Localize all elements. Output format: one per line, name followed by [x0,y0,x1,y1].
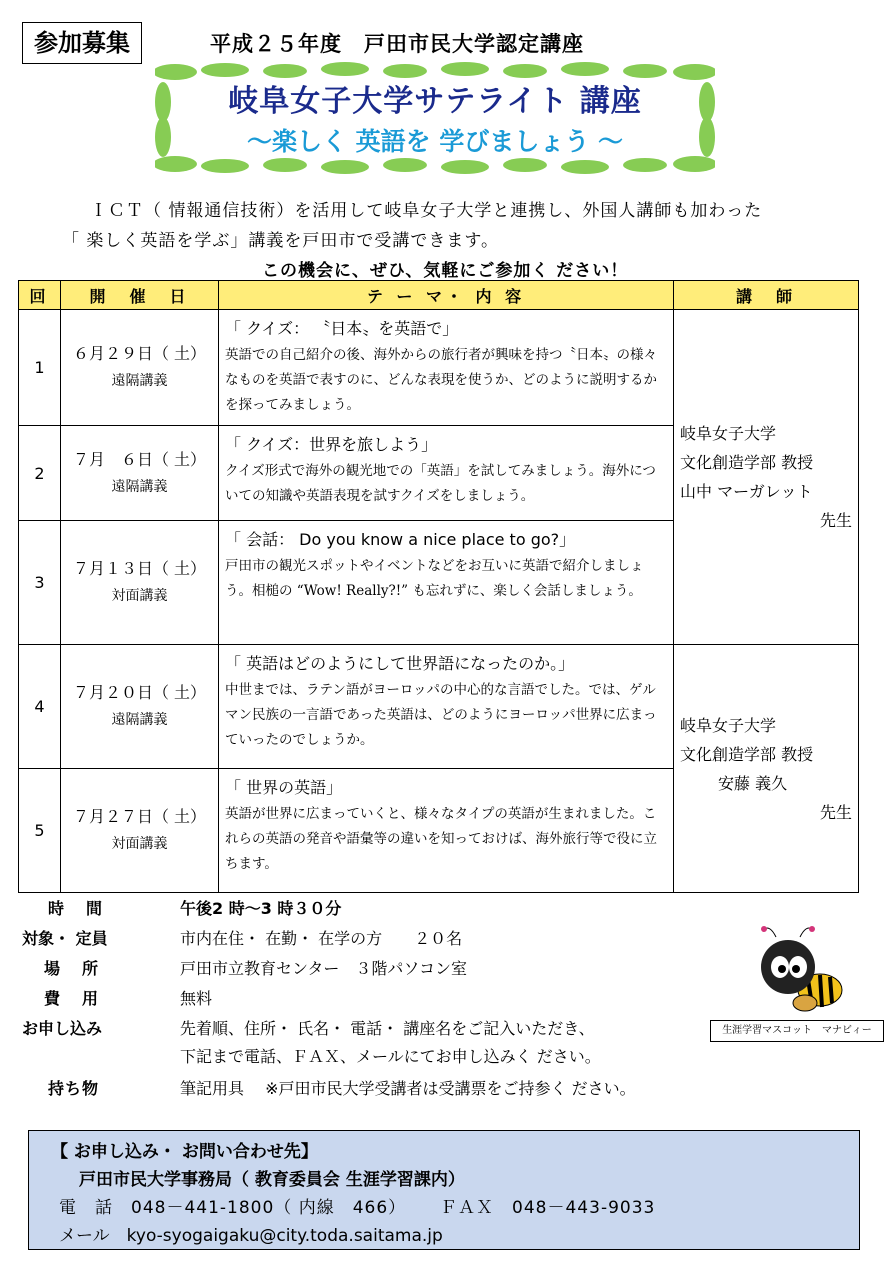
time-value: 午後2 時～3 時３０分 [180,899,342,918]
session-mode: 遠隔講義 [111,478,168,495]
contact-heading: 【 お申し込み・ お問い合わせ先】 [51,1142,318,1162]
header-lecturer: 講 師 [674,281,859,310]
contact-office: 戸田市民大学事務局（ 教育委員会 生涯学習課内） [79,1170,465,1190]
lecturer-cell [674,645,859,893]
target-value: 市内在住・ 在勤・ 在学の方 ２０名 [180,929,463,948]
fee-label: 費 用 [44,989,102,1008]
subtitle: 平成２５年度 戸田市民大学認定講座 [210,32,584,56]
table-row [19,645,859,769]
session-number: 5 [19,769,61,893]
place-label: 場 所 [44,959,102,978]
header-session: 回 [19,281,61,310]
session-date: ７月２０日（ 土） [72,683,207,702]
lecturer-name: 山中 マーガレット [680,482,813,501]
recruit-badge: 参加募集 [22,22,142,64]
theme-title: 「 クイズ： 〝日本〟を英語で」 [225,319,459,338]
session-mode: 遠隔講義 [111,712,168,728]
theme-description: クイズ形式で海外の観光地での「英語」を試してみましょう。海外についての知識や英語表現を試すクイズをしましょう。 [225,463,656,504]
schedule-table [18,280,859,893]
lecturer-department: 文化創造学部 教授 [680,453,814,472]
theme-title: 「 会話： Do you know a nice place to go?」 [225,530,576,549]
theme-title: 「 英語はどのようにして世界語になったのか。」 [225,654,575,673]
theme-description: 英語が世界に広まっていくと、様々なタイプの英語が生まれました。これらの英語の発音や語彙等の違いを知っておけば、海外旅行等で役に立ちます。 [225,806,657,872]
session-mode: 対面講義 [111,588,168,604]
bee-mascot-image [750,925,850,1020]
theme-cell [219,426,674,521]
session-date: ７月１３日（ 土） [72,559,207,578]
header-date: 開 催 日 [61,281,219,310]
fee-value: 無料 [180,989,213,1008]
session-number: 1 [19,310,61,426]
session-date: ７月 ６日（ 土） [72,449,207,469]
session-date-cell [61,769,219,893]
theme-cell [219,521,674,645]
catchphrase: ～楽しく 英語を 学びましょう ～ [246,127,624,156]
theme-cell [219,769,674,893]
intro-line: ＩＣＴ（ 情報通信技術）を活用して岐阜女子大学と連携し、外国人講師も加わった [90,201,763,221]
lecturer-honorific: 先生 [819,511,852,530]
theme-description: 中世までは、ラテン語がヨーロッパの中心的な言語でした。では、ゲルマン民族の一言語であった英語は、どのようにヨーロッパ世界に広まっていったのでしょうか。 [225,682,657,748]
header-theme: テ ー マ・ 内 容 [219,281,674,310]
target-label: 対象・ 定員 [22,929,108,948]
table-row [19,310,859,426]
lecturer-affiliation: 岐阜女子大学 [680,424,777,443]
contact-email[interactable]: メール kyo-syogaigaku@city.toda.saitama.jp [59,1226,443,1246]
mascot-caption: 生涯学習マスコット マナビィー [710,1020,884,1042]
theme-description: 戸田市の観光スポットやイベントなどをお互いに英語で紹介しましょう。相槌の “Wow! Really?!” も忘れずに、楽しく会話しましょう。 [225,558,644,599]
contact-box [28,1130,860,1250]
apply-value: 下記まで電話、ＦＡＸ、メールにてお申し込みく ださい。 [180,1047,601,1066]
lecturer-affiliation: 岐阜女子大学 [680,715,777,735]
intro-line: 「 楽しく英語を学ぶ」講義を戸田市で受講できます。 [62,231,500,251]
session-date-cell [61,426,219,521]
contact-phone: 電 話 048－441-1800（ 内線 466） ＦＡＸ 048－443-9033 [59,1198,656,1218]
session-date-cell [61,645,219,769]
lecturer-honorific: 先生 [819,802,852,822]
session-date: ６月２９日（ 土） [72,344,207,363]
table-header-row [19,281,859,310]
apply-label: お申し込み [22,1019,103,1038]
session-number: 4 [19,645,61,769]
theme-title: 「 クイズ：世界を旅しよう」 [225,435,438,454]
lecturer-name: 安藤 義久 [718,773,788,793]
session-date: ７月２７日（ 土） [72,807,207,826]
theme-cell [219,645,674,769]
bring-value: 筆記用具 ※戸田市民大学受講者は受講票をご持参く ださい。 [180,1079,636,1098]
session-date-cell [61,521,219,645]
place-value: 戸田市立教育センター ３階パソコン室 [180,959,468,978]
lecturer-cell [674,310,859,645]
theme-cell [219,310,674,426]
theme-title: 「 世界の英語」 [225,778,343,797]
session-number: 3 [19,521,61,645]
bring-label: 持ち物 [48,1079,100,1098]
session-mode: 対面講義 [111,836,168,852]
theme-description: 英語での自己紹介の後、海外からの旅行者が興味を持つ〝日本〟の様々なものを英語で表すのに、どんな表現を使うか、どのように説明するかを探ってみましょう。 [225,347,657,413]
session-mode: 遠隔講義 [111,373,168,389]
session-date-cell [61,310,219,426]
main-title: 岐阜女子大学サテライト 講座 [228,84,642,119]
lecturer-department: 文化創造学部 教授 [680,744,814,764]
apply-value: 先着順、住所・ 氏名・ 電話・ 講座名をご記入いただき、 [180,1019,595,1038]
time-label: 時 間 [48,899,106,918]
intro-callout: この機会に、ぜひ、気軽にご参加く ださい！ [262,261,629,281]
session-number: 2 [19,426,61,521]
